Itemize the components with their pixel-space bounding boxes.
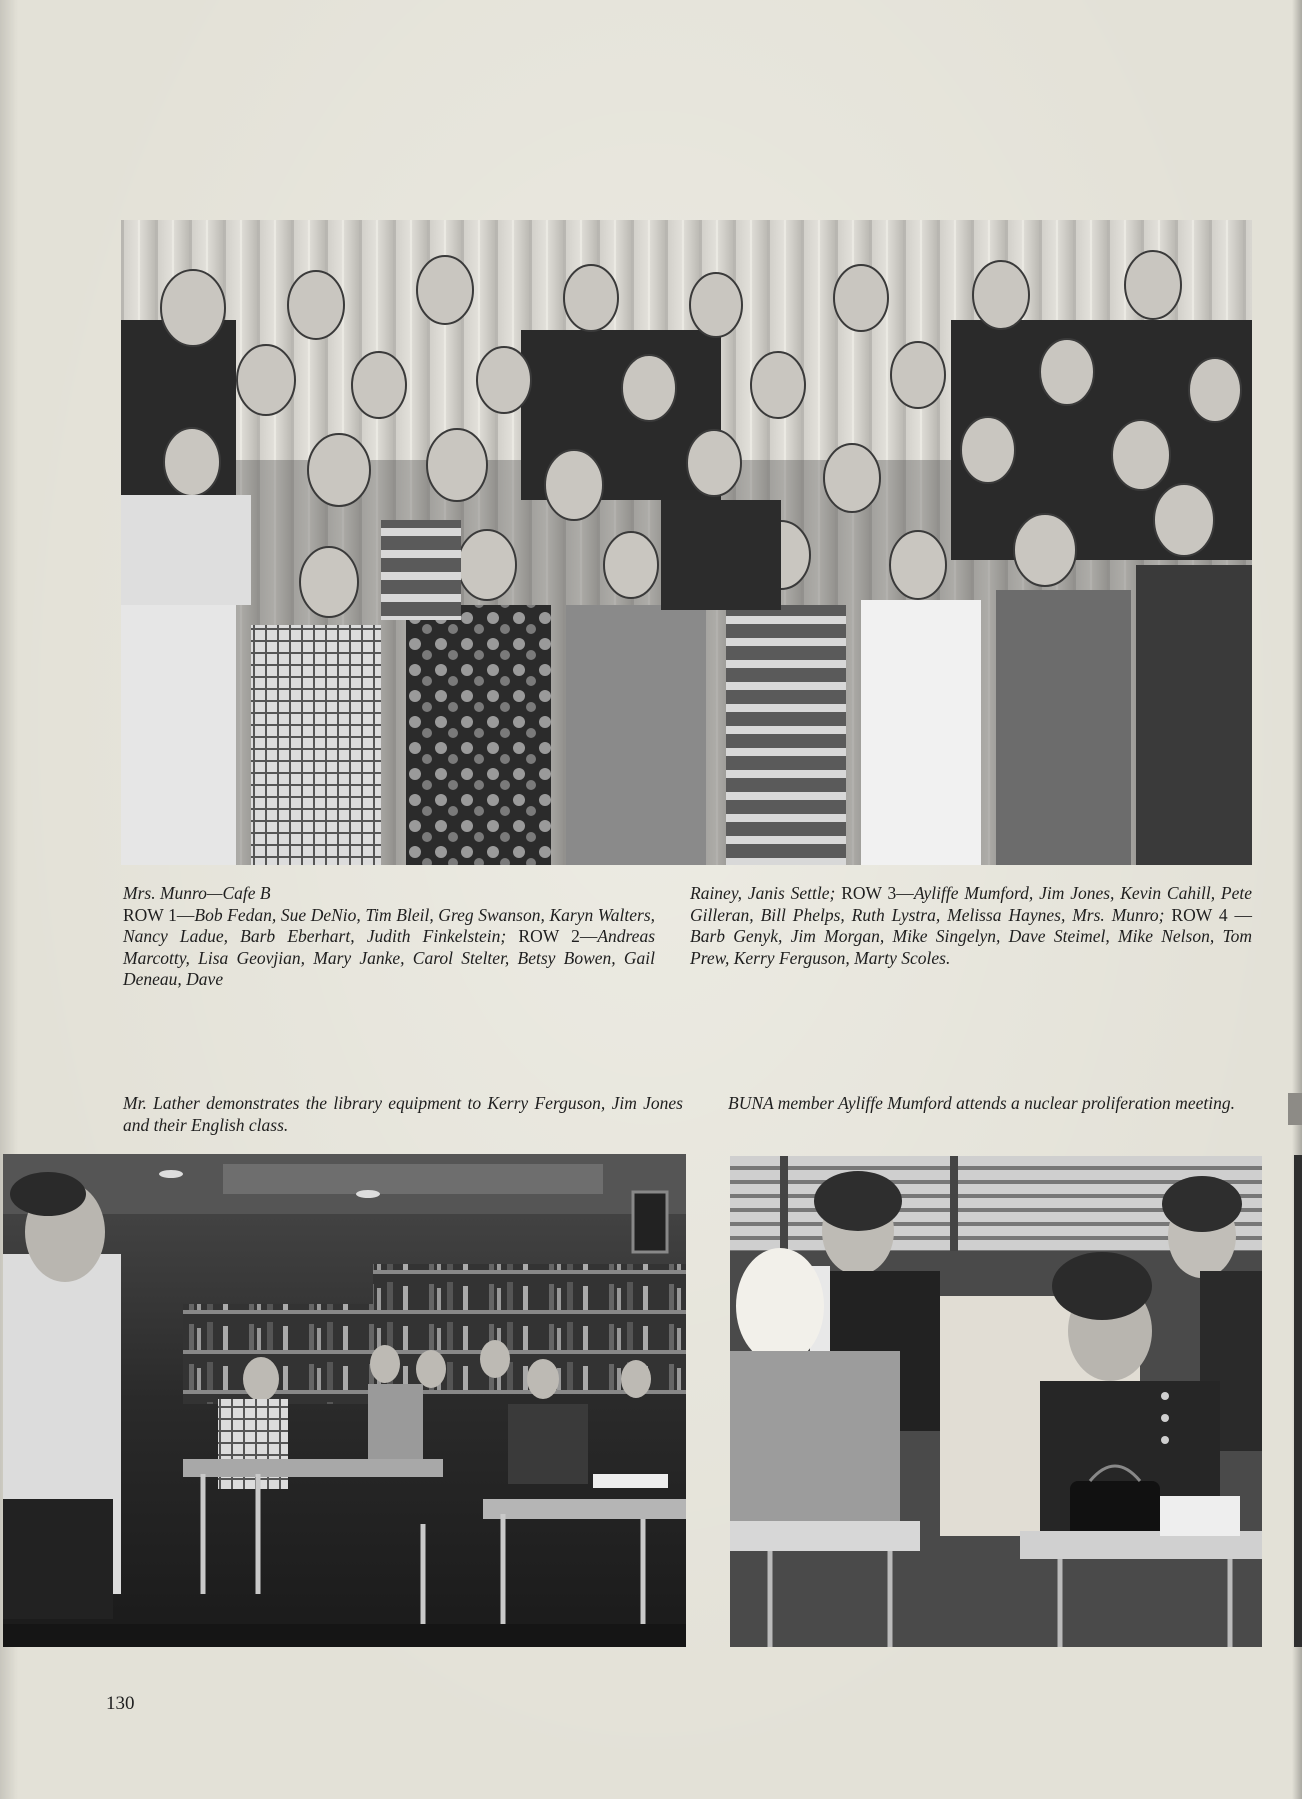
row-label: ROW 4 —	[1171, 904, 1252, 925]
buna-meeting-photo-image	[730, 1156, 1262, 1647]
row-names: Barb Genyk, Jim Morgan, Mike Singelyn, Dave Steimel, Mike Nelson, Tom Prew, Kerry Ferguson, Marty Scoles.	[690, 926, 1252, 968]
row-names: Andreas Marcotty, Lisa Geovjian, Mary Janke, Carol Stelter, Betsy Bowen, Gail Deneau, Dave	[123, 926, 656, 989]
row-label: ROW 3—	[841, 883, 914, 903]
buna-meeting-photo	[730, 1156, 1262, 1647]
class-group-photo-image	[121, 220, 1252, 865]
library-photo-caption: Mr. Lather demonstrates the library equipment to Kerry Ferguson, Jim Jones and their English class.	[123, 1093, 683, 1135]
adjacent-page-edge	[1294, 1155, 1302, 1647]
library-class-photo-image	[3, 1154, 686, 1647]
row-names: Bob Fedan, Sue DeNio, Tim Bleil, Greg Swanson, Karyn Walters, Nancy Ladue, Barb Eberhart, Judith Finkelstein;	[123, 904, 656, 946]
group-photo-name-list-left	[123, 905, 655, 991]
row-label: ROW 2—	[518, 926, 598, 946]
page-edge-tab	[1288, 1093, 1302, 1125]
buna-photo-caption: BUNA member Ayliffe Mumford attends a nuclear proliferation meeting.	[728, 1093, 1235, 1113]
page-number: 130	[106, 1693, 135, 1714]
group-photo-caption-right	[690, 883, 1252, 969]
row-names: Ayliffe Mumford, Jim Jones, Kevin Cahill, Pete Gilleran, Bill Phelps, Ruth Lystra, Melissa Haynes, Mrs. Munro;	[690, 883, 1253, 925]
group-photo-caption-title: Mrs. Munro—Cafe B	[123, 883, 271, 903]
library-class-photo	[3, 1154, 686, 1647]
group-photo-caption-left	[123, 883, 655, 991]
class-group-photo	[121, 220, 1252, 865]
row-label: ROW 1—	[123, 904, 195, 925]
row-names: Rainey, Janis Settle;	[690, 883, 842, 903]
